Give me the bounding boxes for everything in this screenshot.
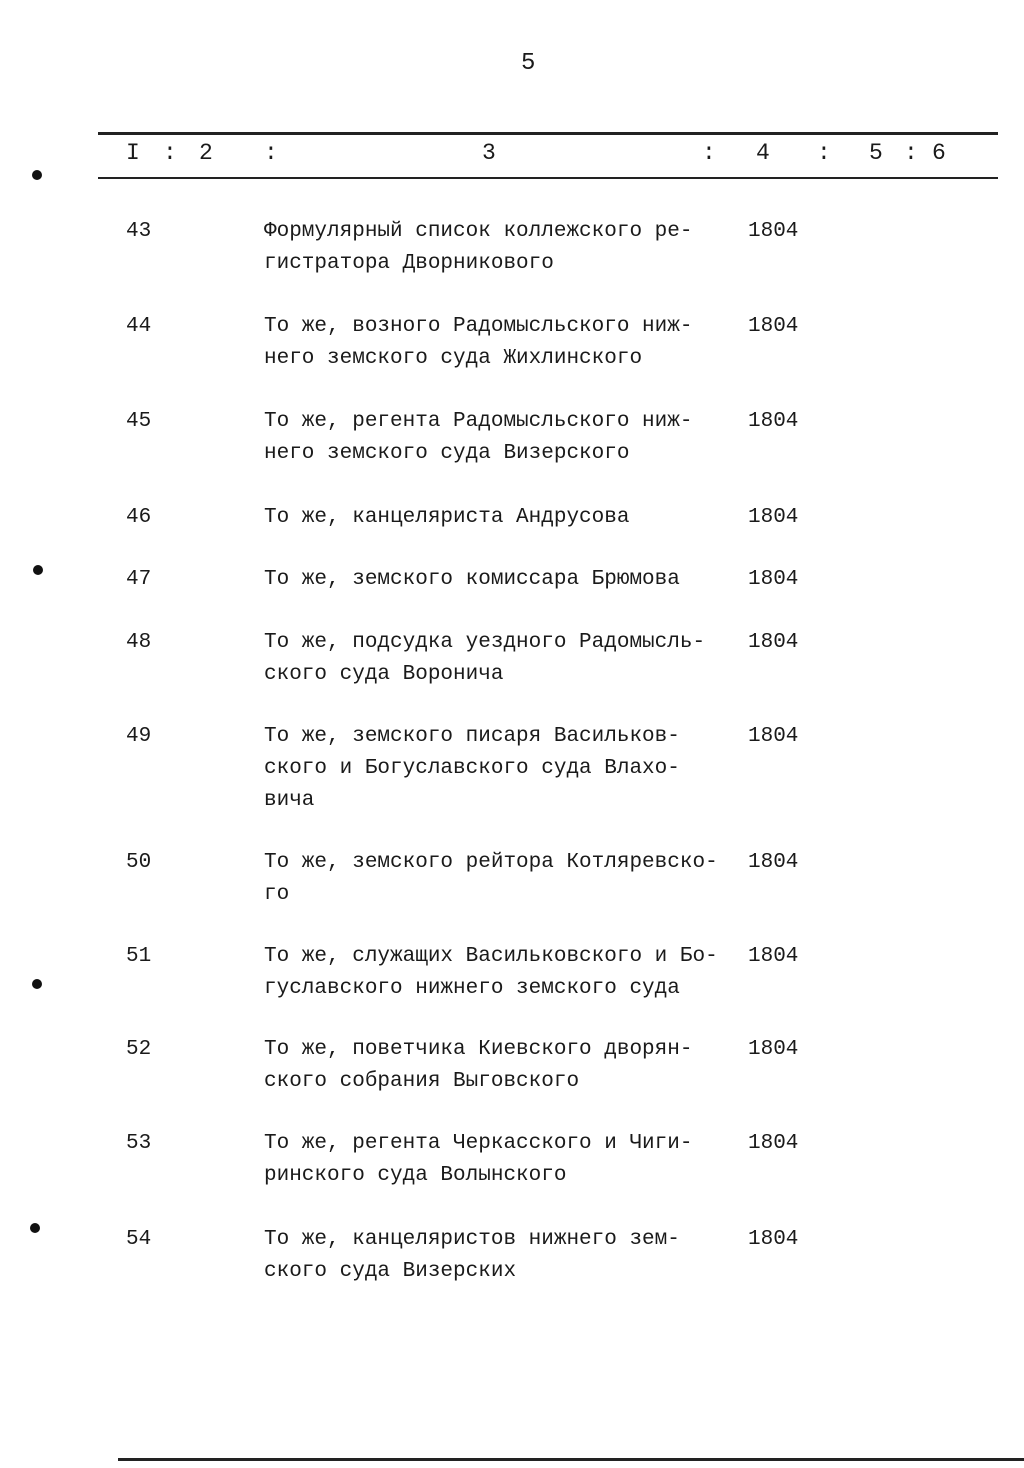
row-number: 47: [126, 568, 152, 591]
header-col-4: 4: [756, 140, 770, 166]
row-year: 1804: [748, 945, 799, 968]
row-number: 54: [126, 1228, 152, 1251]
header-separator: :: [904, 140, 918, 166]
header-col-5: 5: [869, 140, 883, 166]
header-bottom-rule: [98, 177, 998, 179]
row-number: 44: [126, 315, 152, 338]
header-col-2: 2: [199, 140, 213, 166]
row-number: 46: [126, 506, 152, 529]
row-number: 49: [126, 725, 152, 748]
row-year: 1804: [748, 631, 799, 654]
bottom-rule: [118, 1458, 1024, 1461]
row-year: 1804: [748, 220, 799, 243]
row-description: То же, земского писаря Васильков- ского и Богуславского суда Влахо- вича: [264, 725, 680, 812]
binding-hole-mark: [30, 1223, 40, 1233]
row-number: 51: [126, 945, 152, 968]
row-number: 48: [126, 631, 152, 654]
row-year: 1804: [748, 851, 799, 874]
row-year: 1804: [748, 1228, 799, 1251]
header-top-rule: [98, 132, 998, 135]
row-number: 52: [126, 1038, 152, 1061]
header-col-1: I: [126, 140, 140, 166]
header-separator: :: [163, 140, 177, 166]
binding-hole-mark: [33, 565, 43, 575]
row-year: 1804: [748, 1038, 799, 1061]
row-year: 1804: [748, 410, 799, 433]
row-description: То же, регента Радомысльского ниж- него земского суда Визерского: [264, 410, 693, 465]
row-description: То же, регента Черкасского и Чиги- ринского суда Волынского: [264, 1132, 693, 1187]
row-description: То же, канцеляриста Андрусова: [264, 506, 630, 529]
header-separator: :: [264, 140, 278, 166]
row-year: 1804: [748, 568, 799, 591]
table-row: [0, 941, 1024, 1000]
row-number: 50: [126, 851, 152, 874]
table-row: [0, 502, 1024, 529]
row-description: Формулярный список коллежского ре- гистратора Дворникового: [264, 220, 693, 275]
table-row: [0, 721, 1024, 812]
row-description: То же, служащих Васильковского и Бо- гуславского нижнего земского суда: [264, 945, 718, 1000]
header-separator: :: [702, 140, 716, 166]
row-number: 53: [126, 1132, 152, 1155]
table-row: [0, 311, 1024, 370]
header-col-6: 6: [932, 140, 946, 166]
row-number: 43: [126, 220, 152, 243]
binding-hole-mark: [32, 979, 42, 989]
table-row: [0, 847, 1024, 906]
table-row: [0, 1128, 1024, 1187]
row-year: 1804: [748, 315, 799, 338]
table-row: [0, 627, 1024, 686]
table-row: [0, 564, 1024, 591]
binding-hole-mark: [32, 170, 42, 180]
table-row: [0, 1224, 1024, 1283]
row-year: 1804: [748, 725, 799, 748]
row-description: То же, возного Радомысльского ниж- него земского суда Жихлинского: [264, 315, 693, 370]
row-description: То же, земского рейтора Котляревско- го: [264, 851, 718, 906]
table-row: [0, 406, 1024, 465]
row-year: 1804: [748, 506, 799, 529]
table-row: [0, 1034, 1024, 1093]
header-col-3: 3: [482, 140, 496, 166]
header-separator: :: [817, 140, 831, 166]
table-row: [0, 216, 1024, 275]
page-number: 5: [521, 50, 536, 77]
row-year: 1804: [748, 1132, 799, 1155]
row-number: 45: [126, 410, 152, 433]
row-description: То же, земского комиссара Брюмова: [264, 568, 680, 591]
row-description: То же, поветчика Киевского дворян- ского собрания Выговского: [264, 1038, 693, 1093]
row-description: То же, канцеляристов нижнего зем- ского суда Визерских: [264, 1228, 680, 1283]
row-description: То же, подсудка уездного Радомысль- ского суда Воронича: [264, 631, 706, 686]
